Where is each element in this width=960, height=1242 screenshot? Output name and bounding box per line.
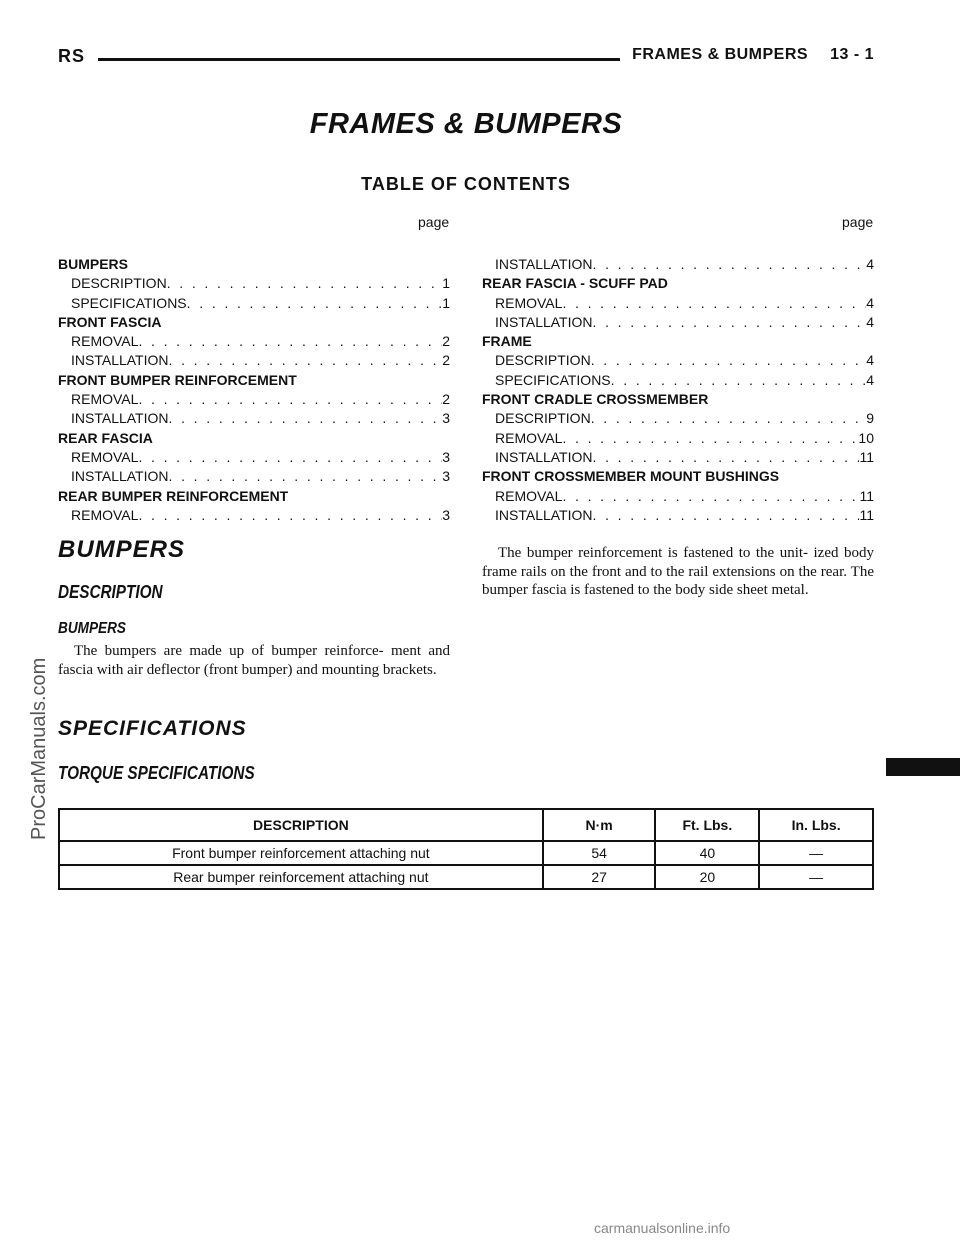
table-cell: Front bumper reinforcement attaching nut (59, 841, 543, 865)
toc-entry[interactable] (482, 487, 874, 506)
toc-entry-page: 4 (866, 294, 874, 311)
side-watermark-text: ProCarManuals.com (28, 657, 50, 840)
toc-entry-label: DESCRIPTION (495, 352, 591, 369)
toc-entry-label: SPECIFICATIONS (71, 294, 187, 311)
toc-dot-leader (593, 506, 860, 525)
toc-dot-leader (138, 332, 442, 351)
toc-dot-leader (167, 274, 443, 293)
side-watermark (28, 510, 52, 840)
header-ftlbs: Ft. Lbs. (655, 809, 759, 841)
toc-section-heading: FRAME (482, 333, 532, 350)
toc-section-heading: REAR FASCIA (58, 429, 153, 446)
toc-dot-leader (593, 255, 867, 274)
toc-page-label-right: page (842, 214, 874, 230)
specifications-heading: SPECIFICATIONS (58, 717, 247, 740)
toc-entry[interactable] (482, 506, 874, 525)
toc-entry[interactable] (482, 448, 874, 467)
toc-entry-label: REMOVAL (495, 487, 563, 504)
toc-entry-page: 1 (442, 294, 450, 311)
bottom-watermark: carmanualsonline.info (594, 1220, 731, 1236)
toc-entry-label: REMOVAL (71, 391, 139, 408)
section-tab-marker (886, 758, 960, 776)
table-row (59, 841, 873, 865)
header-nm: N·m (543, 809, 656, 841)
toc-dot-leader (591, 351, 867, 370)
toc-entry-label: INSTALLATION (495, 448, 593, 465)
toc-entry-label: REMOVAL (71, 448, 139, 465)
toc-page-label-left: page (418, 214, 450, 230)
toc-entry[interactable] (482, 371, 874, 390)
header-inlbs: In. Lbs. (759, 809, 873, 841)
toc-entry-label: REMOVAL (495, 429, 563, 446)
right-paragraph: The bumper reinforcement is fastened to the unit- ized body frame rails on the front and to the rail extensions on the rear. The bumper fascia is fastened to the body side sheet metal. (482, 545, 874, 598)
toc-entry-page: 11 (859, 487, 874, 504)
toc-entry-page: 9 (866, 410, 874, 427)
toc-entry[interactable] (58, 448, 450, 467)
torque-table (58, 808, 874, 890)
toc-entry-page: 4 (866, 371, 874, 388)
toc-section-heading: BUMPERS (58, 256, 129, 272)
toc-section-heading: FRONT CROSSMEMBER MOUNT BUSHINGS (482, 468, 780, 485)
toc-left-column (58, 255, 450, 525)
toc-dot-leader (593, 448, 860, 467)
table-cell: 27 (543, 865, 656, 889)
toc-entry-label: SPECIFICATIONS (495, 371, 611, 388)
toc-dot-leader (169, 467, 443, 486)
toc-entry-page: 3 (442, 468, 450, 485)
toc-entry[interactable] (58, 409, 450, 428)
toc-entry-page: 10 (858, 429, 874, 446)
toc-entry-label: INSTALLATION (71, 468, 169, 485)
toc-entry[interactable] (482, 313, 874, 332)
toc-section-heading: REAR FASCIA - SCUFF PAD (482, 275, 668, 292)
toc-entry-label: REMOVAL (495, 294, 563, 311)
table-header-row (59, 809, 873, 841)
table-cell: 54 (543, 841, 656, 865)
toc-entry[interactable] (482, 255, 874, 274)
section-code: RS (58, 46, 86, 66)
toc-entry-page: 2 (442, 352, 450, 369)
toc-entry-page: 2 (442, 391, 450, 408)
toc-entry[interactable] (482, 351, 874, 370)
toc-entry-page: 3 (442, 448, 450, 465)
toc-dot-leader (169, 351, 443, 370)
page-number: 13 - 1 (830, 46, 874, 63)
toc-dot-leader (138, 506, 442, 525)
toc-entry[interactable] (482, 294, 874, 313)
torque-heading: TORQUE SPECIFICATIONS (58, 763, 255, 783)
toc-entry[interactable] (58, 506, 450, 525)
toc-entry[interactable] (58, 274, 450, 293)
chapter-title: FRAMES & BUMPERS (632, 46, 809, 63)
toc-entry-label: DESCRIPTION (495, 410, 591, 427)
bumpers-subheading: BUMPERS (58, 620, 127, 637)
toc-entry-page: 11 (859, 448, 874, 465)
toc-dot-leader (562, 429, 858, 448)
table-cell: 20 (655, 865, 759, 889)
toc-dot-leader (611, 371, 867, 390)
table-cell: 40 (655, 841, 759, 865)
bumpers-paragraph: The bumpers are made up of bumper reinforce- ment and fascia with air deflector (front bumper) and mounting brackets. (58, 643, 450, 678)
description-heading: DESCRIPTION (58, 582, 163, 602)
page-title: FRAMES & BUMPERS (309, 108, 623, 140)
toc-entry-page: 1 (442, 275, 450, 292)
page-header (58, 42, 874, 76)
toc-entry-label: REMOVAL (71, 506, 139, 523)
toc-entry-page: 4 (866, 256, 874, 272)
toc-dot-leader (562, 294, 866, 313)
toc-section-heading: FRONT CRADLE CROSSMEMBER (482, 391, 709, 408)
toc-entry[interactable] (58, 332, 450, 351)
toc-section-heading: FRONT BUMPER REINFORCEMENT (58, 371, 297, 388)
toc-entry[interactable] (58, 390, 450, 409)
header-right (632, 46, 874, 64)
toc-entry-label: INSTALLATION (71, 352, 169, 369)
toc-entry-page: 4 (866, 313, 874, 330)
toc-dot-leader (187, 294, 443, 313)
toc-section-heading: FRONT FASCIA (58, 313, 162, 330)
table-cell: — (759, 865, 873, 889)
table-row (59, 865, 873, 889)
toc-entry-page: 4 (866, 352, 874, 369)
toc-entry[interactable] (482, 429, 874, 448)
bumpers-heading: BUMPERS (58, 536, 186, 563)
header-description: DESCRIPTION (59, 809, 543, 841)
toc-entry[interactable] (58, 467, 450, 486)
toc-dot-leader (138, 448, 442, 467)
toc-entry-page: 11 (859, 506, 874, 523)
header-rule (98, 58, 620, 61)
toc-entry-page: 3 (442, 506, 450, 523)
table-cell: — (759, 841, 873, 865)
toc-title: TABLE OF CONTENTS (361, 174, 571, 194)
toc-dot-leader (593, 313, 867, 332)
toc-entry-page: 3 (442, 410, 450, 427)
toc-entry-label: INSTALLATION (495, 256, 593, 272)
toc-dot-leader (138, 390, 442, 409)
toc-entry-label: DESCRIPTION (71, 275, 167, 292)
toc-entry[interactable] (58, 294, 450, 313)
toc-entry-label: INSTALLATION (71, 410, 169, 427)
table-cell: Rear bumper reinforcement attaching nut (59, 865, 543, 889)
toc-dot-leader (562, 487, 859, 506)
toc-entry-label: INSTALLATION (495, 313, 593, 330)
toc-entry-label: REMOVAL (71, 333, 139, 350)
toc-entry-page: 2 (442, 333, 450, 350)
toc-right-column (482, 255, 874, 525)
toc-entry-label: INSTALLATION (495, 506, 593, 523)
toc-entry[interactable] (58, 351, 450, 370)
toc-dot-leader (169, 409, 443, 428)
toc-entry[interactable] (482, 409, 874, 428)
toc-dot-leader (591, 409, 867, 428)
toc-section-heading: REAR BUMPER REINFORCEMENT (58, 487, 289, 504)
